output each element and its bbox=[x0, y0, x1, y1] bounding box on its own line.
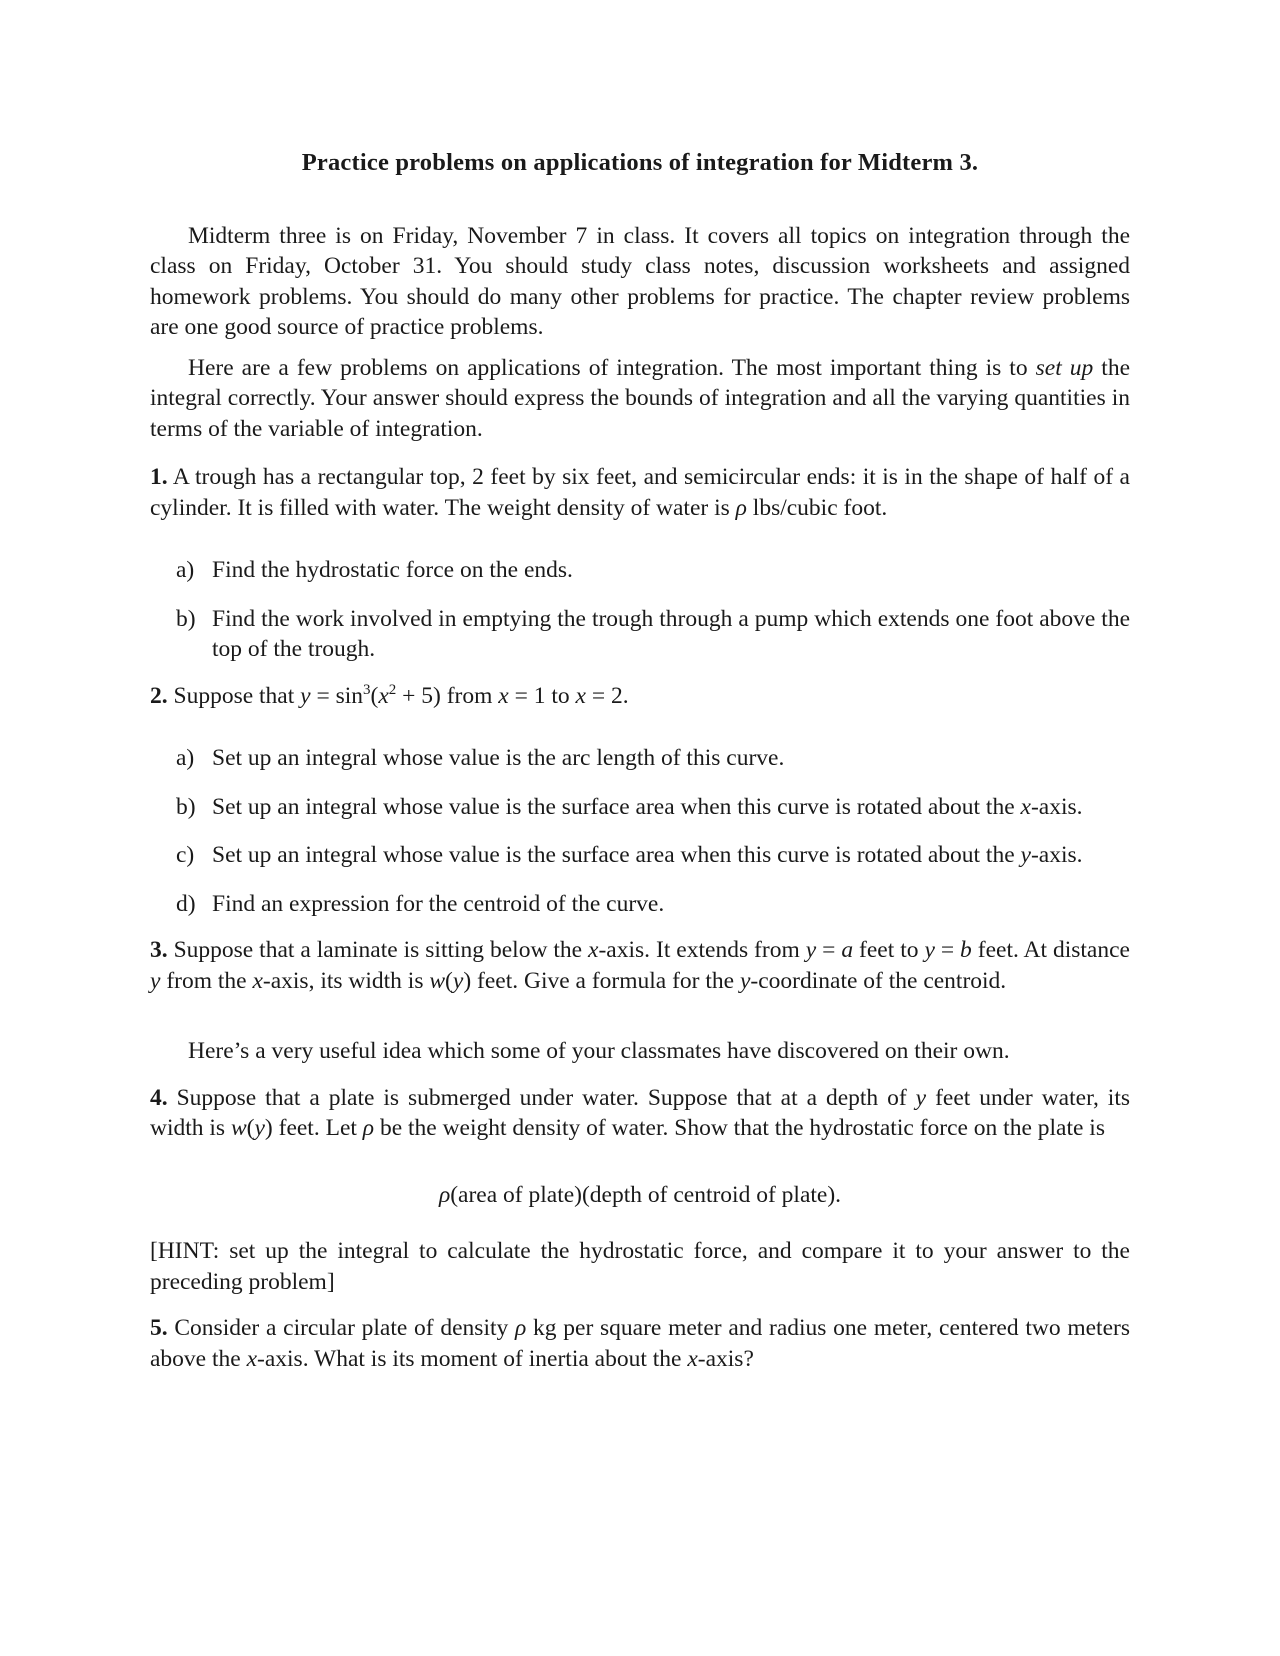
list-item: b) Set up an integral whose value is the surface area when this curve is rotated about the x-axis. bbox=[176, 793, 1083, 820]
intro-paragraph-2: Here are a few problems on applications of integration. The most important thing is to set up the integral correctly. Your answer should express the bounds of integration and all the varying quantities in terms of the variable of integration. bbox=[150, 354, 1131, 442]
problem-5: 5. Consider a circular plate of density ρ kg per square meter and radius one meter, centered two meters above the x-axis. What is its moment of inertia about the x-axis? bbox=[150, 1315, 1130, 1372]
list-item: b) Find the work involved in emptying the trough through a pump which extends one foot above the top of the trough. bbox=[176, 605, 1130, 662]
intro-paragraph-1: Midterm three is on Friday, November 7 in class. It covers all topics on integration through the class on Friday, October 31. You should study class notes, discussion worksheets and assigned homework problems. You should do many other problems for practice. The chapter review problems are one good source of practice problems. bbox=[150, 222, 1130, 340]
problem-number: 2. bbox=[150, 682, 168, 709]
useful-idea-note: Here’s a very useful idea which some of your classmates have discovered on their own. bbox=[188, 1038, 1010, 1064]
problem-number: 3. bbox=[150, 937, 168, 963]
list-item: d) Find an expression for the centroid of the curve. bbox=[176, 890, 665, 917]
list-item: a) Set up an integral whose value is the arc length of this curve. bbox=[176, 745, 785, 771]
hydrostatic-formula: ρ(area of plate)(depth of centroid of plate). bbox=[438, 1181, 842, 1208]
problem-2-parts bbox=[150, 743, 1130, 919]
problem-2: 2. Suppose that $y = \sin^3(x^2 + 5)$ from x = 1 to x = 2. bbox=[150, 681, 629, 709]
problem-1-parts bbox=[150, 555, 1130, 665]
list-item: a) Find the hydrostatic force on the ends. bbox=[176, 557, 573, 583]
problem-number: 4. bbox=[150, 1084, 168, 1111]
problem-3: 3. Suppose that a laminate is sitting below the x-axis. It extends from y = a feet to y = b feet. At distance y from the x-axis, its width is w(y) feet. Give a formula for the y-coordinate of the centroid. bbox=[150, 937, 1130, 994]
page-title: Practice problems on applications of integration for Midterm 3. bbox=[301, 149, 979, 176]
list-item: c) Set up an integral whose value is the surface area when this curve is rotated about the y-axis. bbox=[176, 842, 1083, 868]
hint: [HINT: set up the integral to calculate the hydrostatic force, and compare it to your answer to the preceding problem] bbox=[150, 1238, 1130, 1295]
problem-number: 1. bbox=[150, 464, 168, 490]
problem-number: 5. bbox=[150, 1315, 168, 1341]
problem-1: 1. A trough has a rectangular top, 2 feet by six feet, and semicircular ends: it is in the shape of half of a cylinder. It is filled with water. The weight density of water is ρ lbs/cubic foot. bbox=[150, 464, 1130, 521]
document-page bbox=[150, 140, 1130, 1374]
problem-4: 4. Suppose that a plate is submerged under water. Suppose that at a depth of y feet under water, its width is w(y) feet. Let ρ be the weight density of water. Show that the hydrostatic force on the plate is bbox=[150, 1084, 1130, 1141]
